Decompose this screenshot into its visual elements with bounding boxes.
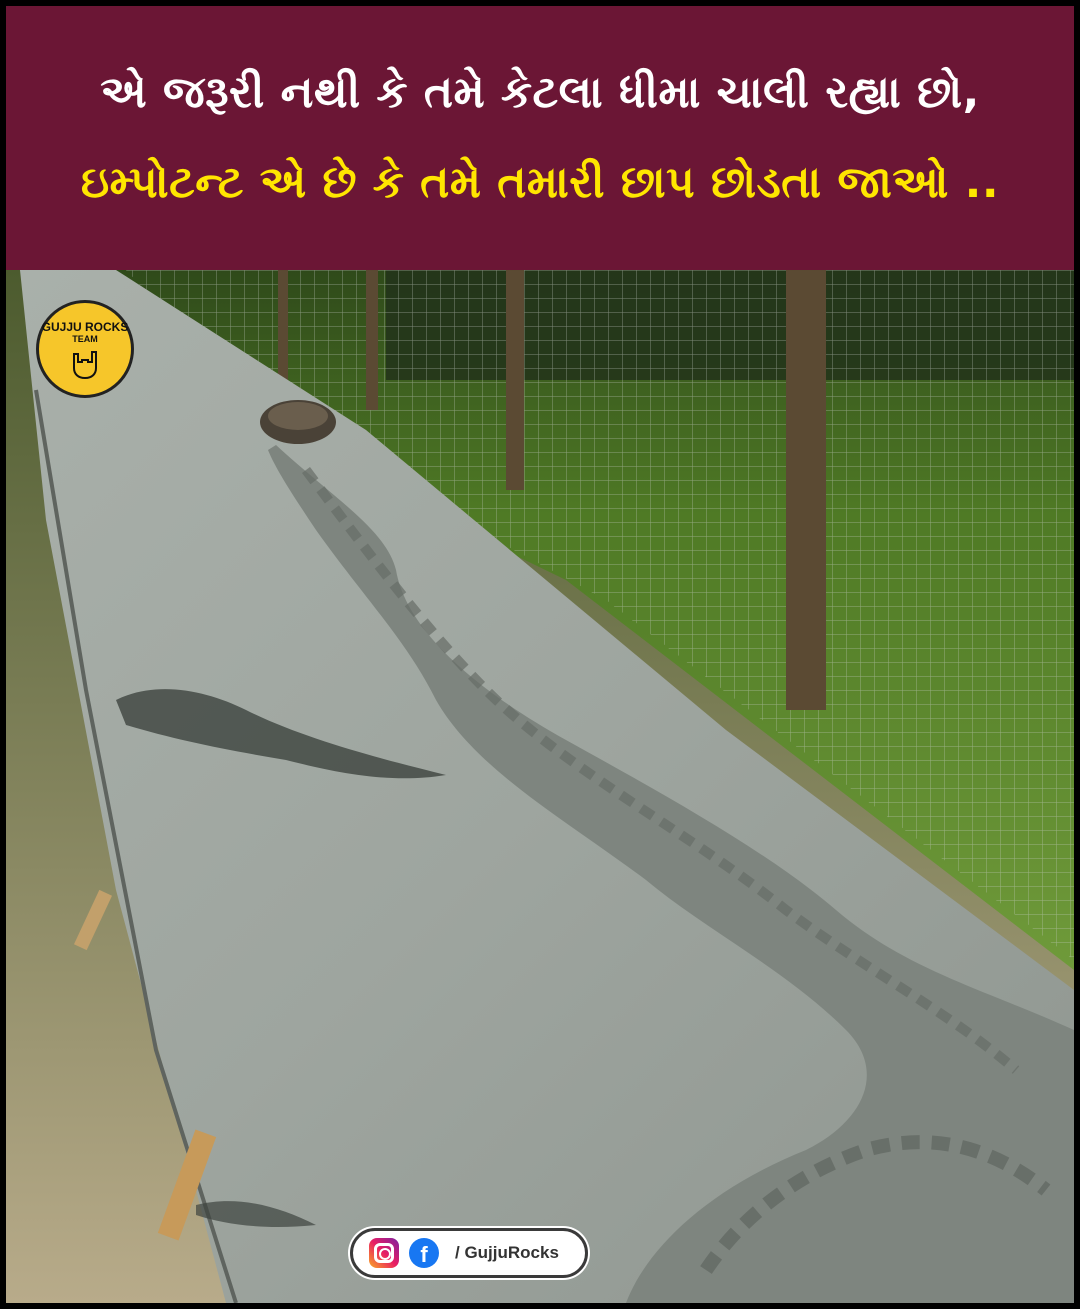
gujju-rocks-logo [36, 300, 134, 398]
tortoise-concrete-photo [6, 270, 1074, 1303]
fence-post [278, 270, 288, 390]
rock-hand-icon [68, 346, 102, 380]
quote-line-1: એ જરૂરી નથી કે તમે કેટલા ધીમા ચાલી રહ્યા છો, [100, 67, 980, 118]
logo-subtitle: TEAM [72, 333, 98, 344]
instagram-icon[interactable] [369, 1238, 399, 1268]
social-handle[interactable]: / GujjuRocks [455, 1243, 559, 1262]
fence-post [366, 270, 378, 410]
facebook-icon[interactable]: f [409, 1238, 439, 1268]
fence-post [786, 270, 826, 710]
social-handle-pill[interactable] [350, 1228, 588, 1278]
fence-post [506, 270, 524, 490]
quote-header [6, 6, 1074, 270]
logo-title: GUJJU ROCKS [41, 319, 129, 334]
quote-line-2: ઇમ્પોટન્ટ એ છે કે તમે તમારી છાપ છોડતા જાઓ .. [80, 157, 1000, 208]
